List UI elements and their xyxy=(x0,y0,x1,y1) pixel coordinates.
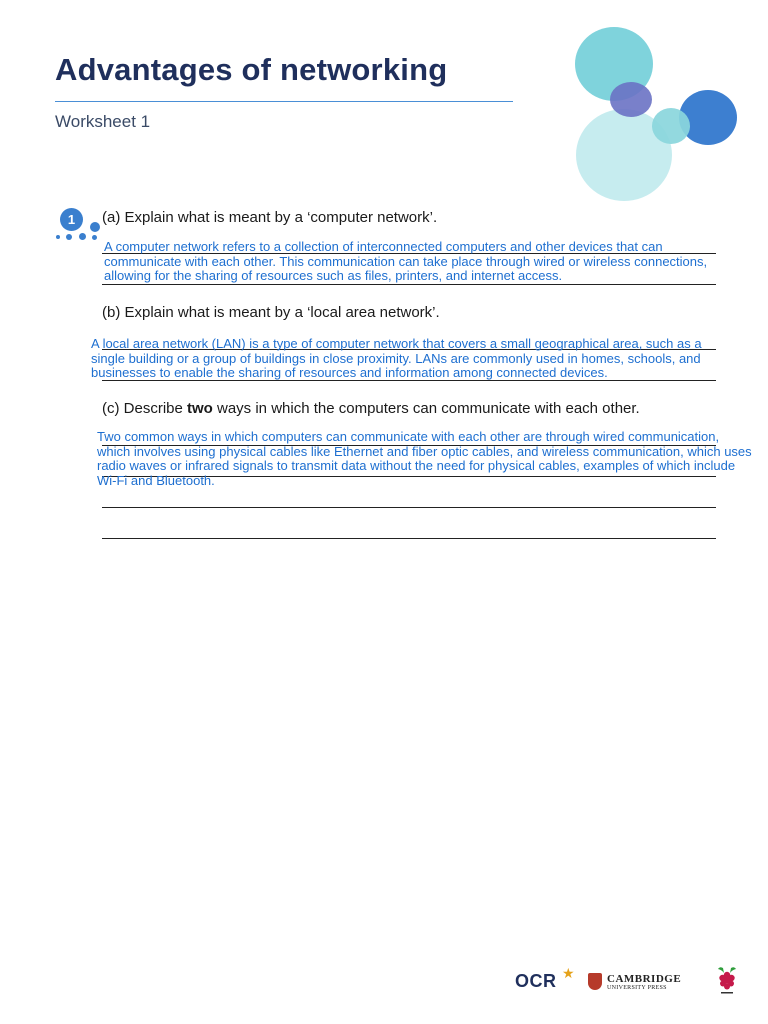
page-title: Advantages of networking xyxy=(55,52,448,87)
cambridge-logo-subtext: UNIVERSITY PRESS xyxy=(607,985,667,991)
answer-part-b: A local area network (LAN) is a type of computer network that covers a small geographical area, such as a single building or a group of buildings in close proximity. LANs are commonly used in homes, schools, and businesses to enable the sharing of resources and information among connected devices. xyxy=(91,336,702,380)
answer-part-c: Two common ways in which computers can communicate with each other are through wired communication, which involves using physical cables like Ethernet and fiber optic cables, and wireless communication, which uses radio waves or infrared signals to transmit data without the need for physical cables, examples of which include Wi-Fi and Bluetooth. xyxy=(97,429,752,488)
question-part-a: (a) Explain what is meant by a ‘computer network’. xyxy=(102,209,438,226)
cambridge-logo-text: CAMBRIDGE xyxy=(607,973,682,985)
question-number-badge: 1 xyxy=(60,208,83,231)
badge-dot xyxy=(90,222,100,232)
question-part-c xyxy=(102,400,640,417)
answer-line xyxy=(102,284,716,285)
badge-dot xyxy=(56,235,60,239)
question-part-c-text: (c) Describe xyxy=(102,400,188,417)
badge-dot xyxy=(66,234,72,240)
star-icon: ★ xyxy=(562,965,575,981)
raspberry-pi-icon xyxy=(715,965,739,997)
badge-dot xyxy=(92,235,97,240)
cambridge-shield-icon xyxy=(588,973,602,990)
publisher-logos xyxy=(515,965,740,1001)
badge-dot xyxy=(79,233,86,240)
title-divider xyxy=(55,101,513,102)
answer-part-a: A computer network refers to a collection of interconnected computers and other devices that can communicate with each other. This communication can take place through wired or wireless connections, allowing for the sharing of resources such as files, printers, and internet access. xyxy=(104,239,708,283)
question-part-b: (b) Explain what is meant by a ‘local area network’. xyxy=(102,304,440,321)
answer-line xyxy=(102,538,716,539)
question-part-c-text-end: ways in which the computers can communicate with each other. xyxy=(212,400,640,417)
circle-teal-small xyxy=(652,108,690,144)
answer-line xyxy=(102,507,716,508)
ocr-logo: OCR xyxy=(515,971,557,991)
worksheet-subtitle: Worksheet 1 xyxy=(55,112,151,131)
circle-purple xyxy=(610,82,652,117)
question-part-c-emphasis: two xyxy=(187,400,213,417)
